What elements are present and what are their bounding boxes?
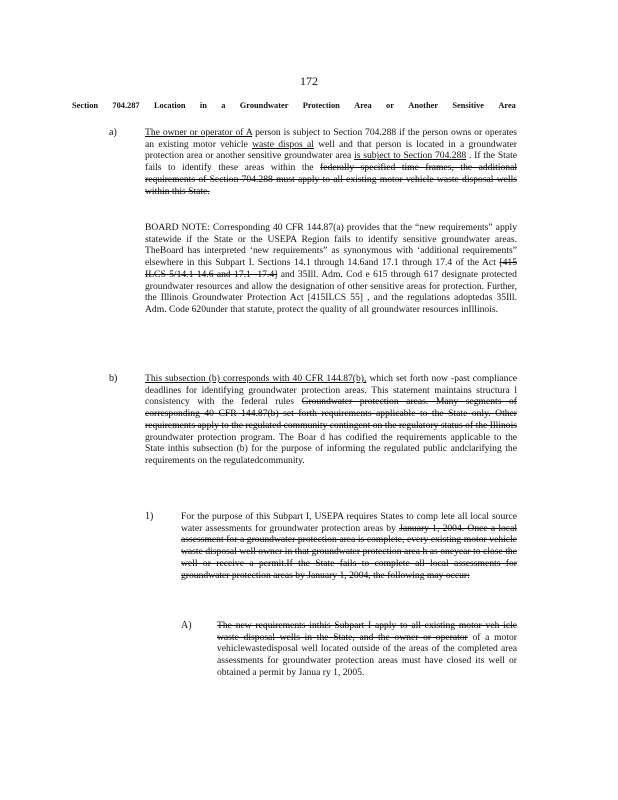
- item-A-text: [217, 620, 517, 679]
- heading-word: Groundwater: [239, 101, 289, 110]
- text-run: which set forth now -past compliance deadlines for identifying groundwater protection areas. This statement maintains structura l consistency with the federal rules: [145, 373, 517, 408]
- section-heading: [72, 101, 516, 110]
- text-run: This subsection (b) corresponds with 40 CFR 144.87(b),: [145, 373, 367, 384]
- item-label-1: 1): [145, 511, 154, 522]
- board-note: [145, 222, 517, 316]
- subsection-label-b: b): [109, 373, 118, 384]
- text-run: The new requirements inthis Subpart I apply to all existing motor veh icle waste disposal wells in the State, and the owner or operator: [217, 620, 517, 643]
- page-number: 172: [300, 74, 318, 88]
- text-run: and 35Ill. Adm. Cod e 615 through 617 designate protected groundwater resources and allow the designation of other sensitive areas for protection. Further, the Illinois Groundwater Protection Act [415ILCS 55] , and the regulations adoptedas 35Ill. Adm. Code 620under that statute, protect the quality of all groundwater resources inIllinois.: [145, 268, 517, 315]
- text-run: [415 ILCS 5/14.1 14.6 and 17.1 -17.4]: [145, 257, 517, 280]
- heading-word: Sensitive: [452, 101, 485, 110]
- item-label-A: A): [181, 620, 192, 631]
- heading-word: Area: [498, 101, 516, 110]
- text-run: BOARD NOTE: Corresponding 40 CFR 144.87(a) provides that the “new requirements” apply statewide if the State or the USEPA Region fails to identify sensitive groundwater areas. TheBoard has interpreted ‘new requirements” as synonymous with ‘additional requirements” elsewhere in this Subpart I. Sections 14.1 through 14.6and 17.1 through 17.4 of the Act: [145, 222, 517, 269]
- heading-word: Area: [354, 101, 372, 110]
- text-run: federally specified time frames, the additional requirements of Section 704.288 must apply to all existing motor vehicle waste disposal wells within this State.: [145, 162, 517, 197]
- heading-word: a: [221, 101, 226, 110]
- text-run: well and that person is located in a groundwater protection area or another sensitive groundwater area: [145, 138, 517, 162]
- heading-word: or: [386, 101, 394, 110]
- text-run: person is subject to Section 704.288 if the person owns or operates an existing motor vehicle: [145, 127, 518, 150]
- heading-word: Location: [153, 101, 186, 110]
- text-run: waste dispos al: [252, 138, 314, 150]
- text-run: . If the State fails to identify these areas within the: [145, 150, 517, 174]
- item-1-text: [181, 511, 517, 581]
- text-run: The owner or operator of A: [145, 127, 253, 138]
- heading-word: Another: [408, 101, 439, 110]
- heading-word: 704.287: [112, 101, 140, 110]
- subsection-a-text: [145, 127, 517, 197]
- subsection-label-a: a): [109, 127, 117, 138]
- text-run: Groundwater protection areas. Many segments of corresponding 40 CFR 144.87(b) set forth requirements applicable to the State only. Other requirements apply to the regulated community contingent on the regulatory status of the Illinois: [145, 396, 517, 431]
- heading-word: Section: [72, 101, 99, 110]
- text-run: is subject to Section 704.288: [354, 150, 467, 162]
- text-run: of a motor vehiclewastedisposal well located outside of the areas of the completed area assessments for groundwater protection areas must have closed its well or obtained a permit by Janua ry 1, 2005.: [217, 631, 517, 678]
- subsection-b-text: [145, 373, 517, 467]
- text-run: January 1, 2004. Once a local assessment for a groundwater protection area is complete, every existing motor vehicle waste disposal well owner in that groundwater protection area h as oneyear to close the well or receive a permit.If the State fails to complete all local assessments for groundwater protection areas by January 1, 2004, the following may occur:: [181, 522, 517, 581]
- heading-word: Protection: [302, 101, 340, 110]
- heading-word: in: [199, 101, 207, 110]
- text-run: groundwater protection program. The Boar d has codified the requirements applicable to the State inthis subsection (b) for the purpose of informing the regulated public andclarifying the requirements on the regulatedcommunity.: [145, 431, 517, 466]
- text-run: For the purpose of this Subpart I, USEPA requires States to comp lete all local source water assessments for groundwater protection areas by: [181, 511, 517, 534]
